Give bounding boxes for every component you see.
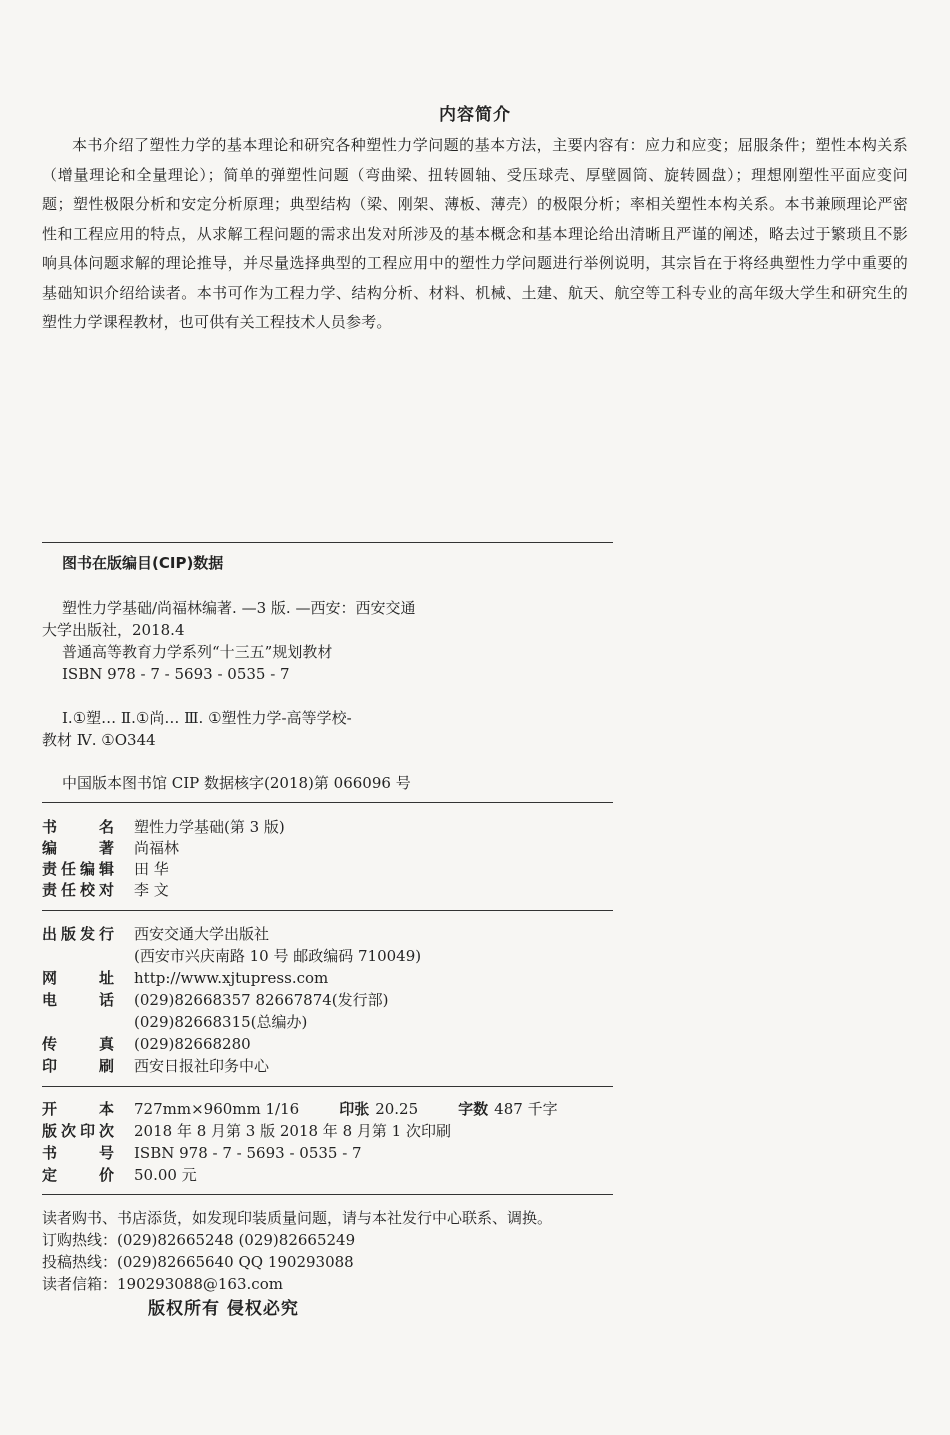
value: (029)82668357 82667874(发行部) [134, 991, 389, 1009]
cip-top-rule [42, 542, 613, 543]
label: 书名 [42, 818, 114, 836]
spec-row-edition [42, 1120, 451, 1142]
words-label: 字数 [458, 1100, 489, 1118]
label: 责任编辑 [42, 860, 114, 878]
reader-mailbox: 读者信箱：190293088@163.com [42, 1275, 283, 1293]
summary-text: 本书介绍了塑性力学的基本理论和研究各种塑性力学问题的基本方法，主要内容有：应力和应变；屈服条件；塑性本构关系（增量理论和全量理论）；简单的弹塑性问题（弯曲梁、扭转圆轴、受压球壳、厚壁圆筒、旋转圆盘）；理想刚塑性平面应变问题；塑性极限分析和安定分析原理；典型结构（梁、刚架、薄板、薄壳）的极限分析；率相关塑性本构关系。本书兼顾理论严密性和工程应用的特点，从求解工程问题的需求出发对所涉及的基本概念和基本理论给出清晰且严谨的阐述，略去过于繁琐且不影响具体问题求解的理论推导，并尽量选择典型的工程应用中的塑性力学问题进行举例说明，其宗旨在于将经典塑性力学中重要的基础知识介绍给读者。本书可作为工程力学、结构分析、材料、机械、土建、航天、航空等工科专业的高年级大学生和研究生的塑性力学课程教材，也可供有关工程技术人员参考。 [42, 136, 908, 331]
pub-row-website [42, 967, 328, 989]
pub-row-printer [42, 1055, 269, 1077]
cip-isbn: ISBN 978 - 7 - 5693 - 0535 - 7 [62, 665, 290, 683]
value: (西安市兴庆南路 10 号 邮政编码 710049) [134, 947, 422, 965]
price-label: 定价 [42, 1166, 114, 1184]
pub-row-phone [42, 989, 389, 1011]
price-value: 50.00 元 [134, 1166, 197, 1184]
spec-row-isbn [42, 1142, 362, 1164]
book-row-proofreader [42, 879, 169, 901]
value: 李 文 [134, 881, 169, 899]
spec-row-format [42, 1098, 558, 1120]
edition-value: 2018 年 8 月第 3 版 2018 年 8 月第 1 次印刷 [134, 1122, 451, 1140]
cip-title-line-cont: 大学出版社，2018.4 [42, 621, 185, 639]
cip-record-number: 中国版本图书馆 CIP 数据核字(2018)第 066096 号 [62, 774, 411, 792]
value: 西安交通大学出版社 [134, 925, 270, 943]
label: 传真 [42, 1035, 114, 1053]
spec-bottom-rule [42, 1194, 613, 1195]
book-row-title [42, 816, 285, 838]
sheets-value: 20.25 [375, 1100, 419, 1118]
pub-bottom-rule [42, 1086, 613, 1087]
cip-bottom-rule [42, 802, 613, 803]
value: http://www.xjtupress.com [134, 969, 329, 987]
label: 编著 [42, 839, 114, 857]
value: 田 华 [134, 860, 169, 878]
page-title: 内容简介 [439, 105, 511, 125]
book-bottom-rule [42, 910, 613, 911]
cip-title-line: 塑性力学基础/尚福林编著. —3 版. —西安：西安交通 [62, 599, 416, 617]
words-value: 487 千字 [494, 1100, 558, 1118]
label: 责任校对 [42, 881, 114, 899]
order-hotline: 订购热线：(029)82665248 (029)82665249 [42, 1231, 356, 1249]
label: 出版发行 [42, 925, 114, 943]
submission-hotline: 投稿热线：(029)82665640 QQ 190293088 [42, 1253, 354, 1271]
book-row-author [42, 837, 179, 859]
book-row-editor [42, 858, 169, 880]
label: 网址 [42, 969, 114, 987]
format-label: 开本 [42, 1100, 114, 1118]
value: (029)82668280 [134, 1035, 251, 1053]
value: 塑性力学基础(第 3 版) [134, 818, 285, 836]
label: 电话 [42, 991, 114, 1009]
cip-heading: 图书在版编目(CIP)数据 [62, 554, 224, 572]
cip-classification-cont: 教材 Ⅳ. ①O344 [42, 731, 156, 749]
pub-row-fax [42, 1033, 251, 1055]
value: (029)82668315(总编办) [134, 1013, 308, 1031]
format-value: 727mm×960mm 1/16 [134, 1100, 300, 1118]
pub-row-address [42, 945, 421, 967]
pub-row-publisher [42, 923, 269, 945]
spec-row-price [42, 1164, 197, 1186]
isbn-label: 书号 [42, 1144, 114, 1162]
cip-classification: Ⅰ.①塑… Ⅱ.①尚… Ⅲ. ①塑性力学-高等学校- [62, 709, 352, 727]
pub-row-phone2 [42, 1011, 307, 1033]
reader-notice: 读者购书、书店添货，如发现印装质量问题，请与本社发行中心联系、调换。 [42, 1209, 553, 1227]
isbn-value: ISBN 978 - 7 - 5693 - 0535 - 7 [134, 1144, 362, 1162]
cip-series: 普通高等教育力学系列“十三五”规划教材 [62, 643, 333, 661]
value: 尚福林 [134, 839, 180, 857]
edition-label: 版次印次 [42, 1122, 114, 1140]
sheets-label: 印张 [339, 1100, 370, 1118]
value: 西安日报社印务中心 [134, 1057, 270, 1075]
label: 印刷 [42, 1057, 114, 1075]
copyright-notice: 版权所有 侵权必究 [148, 1299, 299, 1319]
